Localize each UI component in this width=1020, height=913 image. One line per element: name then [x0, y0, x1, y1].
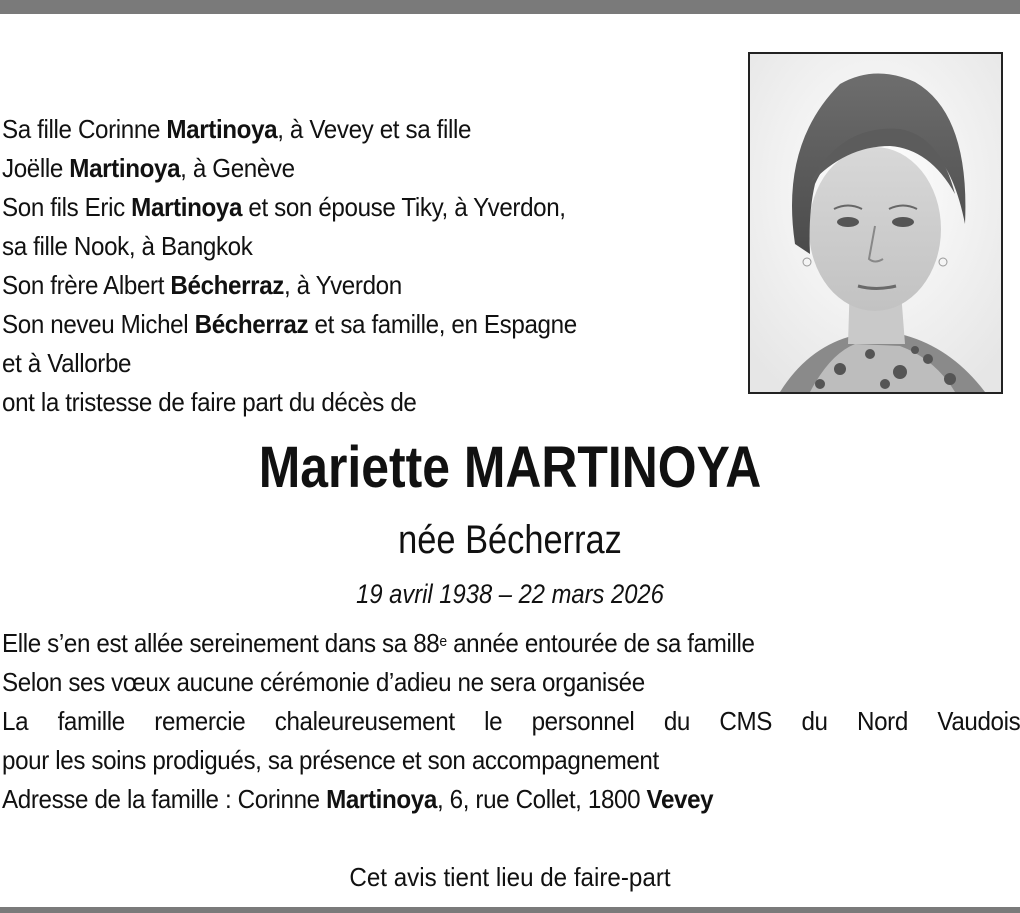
life-dates: 19 avril 1938 – 22 mars 2026 [356, 579, 664, 609]
thanks-word: chaleureusement [274, 706, 455, 736]
thanks-word: le [484, 706, 503, 736]
family-announcement [2, 110, 681, 422]
family-surname: Martinoya [69, 153, 181, 183]
family-text: et à Vallorbe [2, 348, 132, 378]
thanks-word: famille [57, 706, 125, 736]
thanks-line [2, 702, 1020, 741]
address-highlight: Vevey [646, 784, 714, 814]
family-surname: Martinoya [131, 192, 243, 222]
thanks-word: remercie [154, 706, 246, 736]
top-rule [0, 0, 1020, 14]
family-text: , à Genève [180, 153, 295, 183]
family-line [2, 266, 681, 305]
family-line [2, 305, 681, 344]
family-line [2, 149, 681, 188]
age-line [2, 624, 1020, 663]
age-text-pre: Elle s’en est allée sereinement dans sa 88 [2, 628, 440, 658]
thanks-word: La [2, 706, 29, 736]
family-line [2, 344, 681, 383]
deceased-name: Mariette MARTINOYA [258, 435, 762, 500]
ceremony-line: Selon ses vœux aucune cérémonie d’adieu ne sera organisée [2, 667, 645, 697]
family-line [2, 383, 681, 422]
family-text: , à Vevey et sa fille [277, 114, 472, 144]
family-text: Sa fille Corinne [2, 114, 167, 144]
family-surname: Bécherraz [194, 309, 309, 339]
family-address [2, 780, 1020, 819]
family-line [2, 188, 681, 227]
address-text: Adresse de la famille : Corinne [2, 784, 327, 814]
message-block [2, 624, 1020, 819]
thanks-word: Nord [857, 706, 908, 736]
thanks-word: CMS [719, 706, 773, 736]
family-text: Son fils Eric [2, 192, 132, 222]
care-line: pour les soins prodigués, sa présence et son accompagnement [2, 745, 659, 775]
address-text: , 6, rue Collet, 1800 [436, 784, 647, 814]
portrait-image [750, 54, 1001, 392]
family-line [2, 227, 681, 266]
portrait-photo [748, 52, 1003, 394]
family-surname: Martinoya [166, 114, 278, 144]
family-text: sa fille Nook, à Bangkok [2, 231, 253, 261]
family-text: ont la tristesse de faire part du décès de [2, 387, 417, 417]
bottom-rule [0, 907, 1020, 913]
faire-part-notice: Cet avis tient lieu de faire-part [349, 862, 671, 892]
family-text: Joëlle [2, 153, 70, 183]
thanks-word: Vaudois [937, 706, 1020, 736]
age-ordinal-suffix: e [439, 633, 447, 650]
family-text: Son neveu Michel [2, 309, 195, 339]
family-text: , à Yverdon [283, 270, 402, 300]
family-line [2, 110, 681, 149]
family-text: Son frère Albert [2, 270, 171, 300]
thanks-word: du [663, 706, 691, 736]
family-text: et sa famille, en Espagne [308, 309, 577, 339]
family-surname: Bécherraz [170, 270, 284, 300]
address-highlight: Martinoya [326, 784, 437, 814]
age-text-post: année entourée de sa famille [446, 628, 755, 658]
thanks-word: du [801, 706, 828, 736]
maiden-name: née Bécherraz [398, 518, 622, 562]
thanks-word: personnel [531, 706, 635, 736]
family-text: et son épouse Tiky, à Yverdon, [242, 192, 566, 222]
